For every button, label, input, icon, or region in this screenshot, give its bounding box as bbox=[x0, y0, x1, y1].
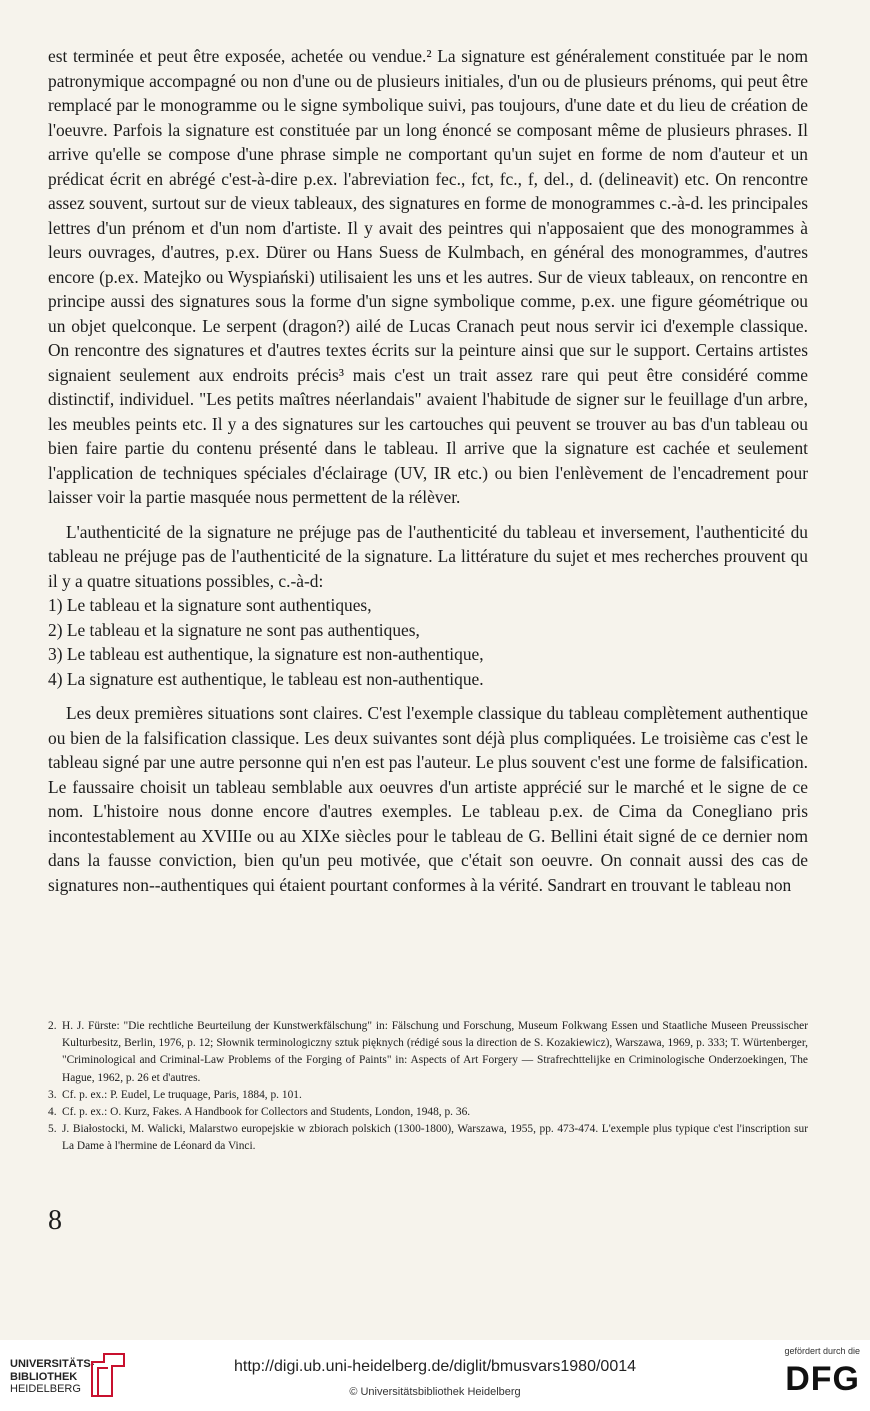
library-emblem-icon bbox=[88, 1352, 128, 1398]
footnote-number: 5. bbox=[48, 1123, 57, 1136]
footnotes bbox=[48, 1018, 808, 1156]
library-logo-text bbox=[10, 1358, 94, 1396]
footnote-number: 4. bbox=[48, 1106, 57, 1119]
funder-caption: gefördert durch die bbox=[784, 1346, 860, 1356]
footnote bbox=[48, 1018, 808, 1087]
paragraph-2: L'authenticité de la signature ne préjuge pas de l'authenticité du tableau et inversement, l'authenticité du tableau ne préjuge pas de l'authenticité de la signature. La littérature du sujet et mes recherches prouvent qu il y a quatre situations possibles, c.-à-d: bbox=[48, 521, 808, 591]
footnote-text: H. J. Fürste: "Die rechtliche Beurteilung der Kunstwerkfälschung" in: Fälschung und Forschung, Museum Folkwang Essen und Staatliche Museen Preussischer Kulturbesitz, Berlin, 1976, p. 12; Słownik terminologiczny sztuk pięknych (rédigé sous la direction de S. Kozakiewicz), Warszawa, 1969, p. 333; T. Würtenberger, "Criminological and Criminal-Law Problems of the Forging of Paints" in: Aspects of Art Forgery — Strafrechttelijke en Criminologische Onderzoekingen, The Hague, 1962, p. 26 et d'autres. bbox=[62, 1020, 808, 1084]
footnote bbox=[48, 1104, 808, 1121]
copyright-notice: © Universitätsbibliothek Heidelberg bbox=[349, 1386, 521, 1398]
footnote-text: Cf. p. ex.: O. Kurz, Fakes. A Handbook for Collectors and Students, London, 1948, p. 36. bbox=[62, 1106, 471, 1119]
dfg-mark: DFG bbox=[785, 1360, 860, 1398]
page-number: 8 bbox=[48, 1205, 62, 1236]
footnote-text: Cf. p. ex.: P. Eudel, Le truquage, Paris, 1884, p. 101. bbox=[62, 1088, 302, 1101]
situation-item-4: 4) La signature est authentique, le tableau est non-authentique. bbox=[48, 668, 484, 689]
situations-list bbox=[48, 593, 808, 691]
body-text bbox=[48, 44, 808, 897]
footnote-number: 2. bbox=[48, 1020, 57, 1032]
library-line-2: BIBLIOTHEK bbox=[10, 1370, 78, 1383]
footnote-number: 3. bbox=[48, 1088, 57, 1101]
situation-item-2: 2) Le tableau et la signature ne sont pas authentiques, bbox=[48, 619, 420, 640]
footnote bbox=[48, 1121, 808, 1155]
dfg-logo[interactable] bbox=[760, 1346, 860, 1406]
situation-item-3: 3) Le tableau est authentique, la signature est non-authentique, bbox=[48, 644, 484, 664]
footnote bbox=[48, 1087, 808, 1104]
library-line-3: HEIDELBERG bbox=[10, 1383, 81, 1395]
paragraph-1: est terminée et peut être exposée, achetée ou vendue.² La signature est généralement constituée par le nom patronymique accompagné ou non d'une ou de plusieurs initiales, d'un ou de plusieurs prénoms, qui peut être remplacé par le monogramme ou le signe symbolique suivi, pas toujours, d'une date et du lieu de création de l'oeuvre. Parfois la signature est constituée par un long énoncé se composant même de plusieurs phrases. Il arrive qu'elle se compose d'une phrase simple ne comportant qu'un sujet en forme de nom d'auteur et un prédicat écrit en abrégé c'est-à-dire p.ex. l'abreviation fec., fct, fc., f, del., d. (delineavit) etc. On rencontre assez souvent, surtout sur de vieux tableaux, des signatures en forme de monogrammes c.-à-d. les principales lettres d'un prénom et d'un nom d'artiste. Il y avait des peintres qui n'apposaient que des monogrammes à leurs ouvrages, d'autres, p.ex. Dürer ou Hans Suess de Kulmbach, en général des monogrammes, d'autres encore (p.ex. Matejko ou Wyspiański) utilisaient les uns et les autres. Sur de vieux tableaux, on rencontre en principe aussi des signatures sous la forme d'un signe symbolique comme, p.ex. une figure géométrique ou un objet quelconque. Le serpent (dragon?) ailé de Lucas Cranach peut nous servir ici d'exemple classique. On rencontre des signatures et d'autres textes écrits sur la peinture ainsi que sur le support. Certains artistes signaient seulement aux endroits précis³ mais c'est un trait assez rare qui peut être considéré comme distinctif, individuel. "Les petits maîtres néerlandais" avaient l'habitude de signer sur le feuillage d'un arbre, les meubles peints etc. Il y a des signatures sur les cartouches qui peuvent se trouver au bas d'un tableau ou bien faire partie du contenu présenté dans le tableau. Il arrive que la signature est cachée et seulement l'application de techniques spéciales d'éclairage (UV, IR etc.) ou bien l'enlèvement de l'encadrement pour laisser voir la partie masquée nous permettent de la rélèver. bbox=[48, 46, 808, 507]
permalink-url[interactable]: http://digi.ub.uni-heidelberg.de/diglit/bmusvars1980/0014 bbox=[233, 1358, 637, 1375]
footnote-text: J. Białostocki, M. Walicki, Malarstwo europejskie w zbiorach polskich (1300-1800), Warszawa, 1955, pp. 473-474. L'exemple plus typique c'est l'inscription sur La Dame à l'hermine de Léonard da Vinci. bbox=[62, 1123, 808, 1153]
situation-item-1: 1) Le tableau et la signature sont authentiques, bbox=[48, 595, 372, 615]
library-logo[interactable] bbox=[10, 1350, 140, 1400]
library-line-1: UNIVERSITÄTS- bbox=[10, 1358, 95, 1370]
paragraph-3: Les deux premières situations sont claires. C'est l'exemple classique du tableau complètement authentique ou bien de la falsification classique. Les deux suivantes sont déjà plus compliquées. Le troisième cas c'est le tableau signé par une autre personne qui n'en est pas l'auteur. Le plus souvent c'est une forme de falsification. Le faussaire choisit un tableau semblable aux oeuvres d'un artiste apprécié sur le marché et le signe de ce nom. L'histoire nous donne encore d'autres exemples. Le tableau p.ex. de Cima da Conegliano pris incontestablement au XVIIIe ou au XIXe siècles pour le tableau de G. Bellini était signé de ce dernier nom dans la fausse conviction, bien qu'un peu motivée, que c'était son oeuvre. On connait aussi des cas de signatures non--authentiques qui étaient pourtant conformes à la vérité. Sandrart en trouvant le tableau non bbox=[48, 703, 808, 895]
